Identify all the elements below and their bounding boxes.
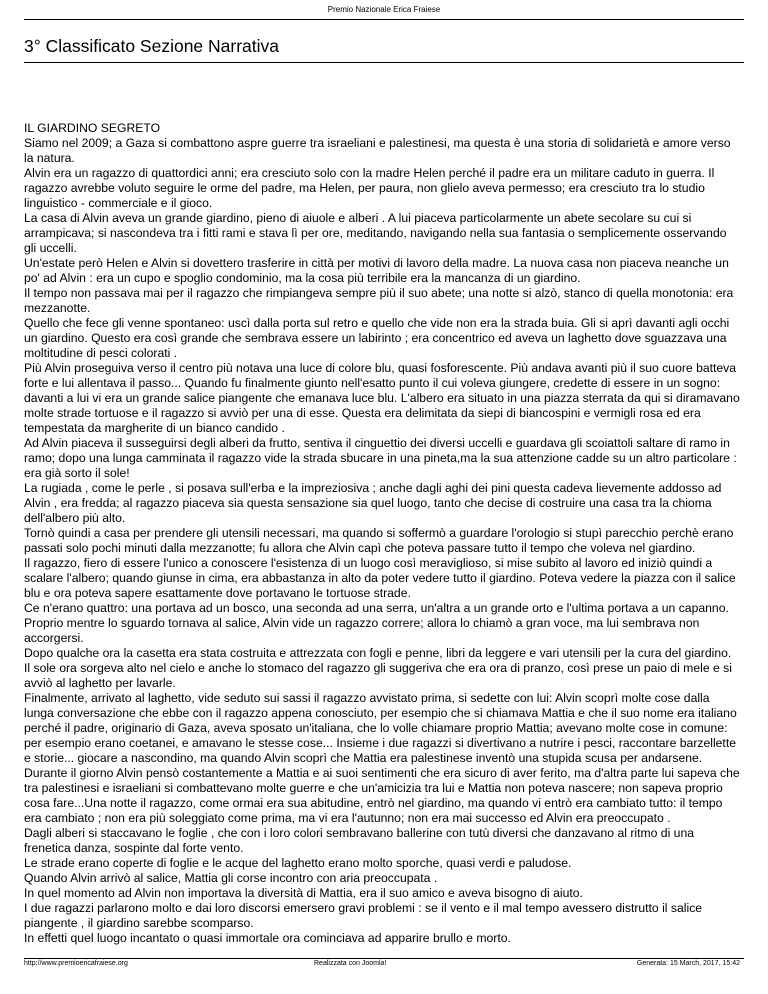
article-paragraph: Tornò quindi a casa per prendere gli utensili necessari, ma quando si soffermò a guardare l'orologio si stupì parecchio perchè erano passati solo pochi minuti dalla mezzanotte; fu allora che Alvin capì che poteva passare tutto il tempo che voleva nel giardino. [24, 526, 734, 555]
article-paragraph: La rugiada , come le perle , si posava sull'erba e la impreziosiva ; anche dagli aghi dei pini questa cadeva lievemente addosso ad Alvin , era fredda; al ragazzo piaceva sia questa sensazione sia quel luogo, tanto che decise di costruire una casa tra la chioma dell'albero più alto. [24, 481, 722, 525]
article-paragraph: Quello che fece gli venne spontaneo: uscì dalla porta sul retro e quello che vide non era la strada buia. Gli si aprì davanti agli occhi un giardino. Questo era così grande che sembrava essere un labirinto ; era concentrico ed aveva un laghetto dove sguazzava una moltitudine di pesci colorati . [24, 316, 730, 360]
footer-generated-date: Generata: 15 March, 2017, 15:42 [636, 960, 740, 967]
article-paragraph: Le strade erano coperte di foglie e le acque del laghetto erano molto sporche, quasi verdi e paludose. [24, 856, 572, 870]
article-paragraph: Il sole ora sorgeva alto nel cielo e anche lo stomaco del ragazzo gli suggeriva che era ora di pranzo, così prese un paio di mele e si avviò al laghetto per lavarle. [24, 661, 732, 690]
footer-credit: Realizzata con Joomla! [314, 960, 387, 967]
article-paragraph: Durante il giorno Alvin pensò costantemente a Mattia e ai suoi sentimenti che era sicuro di aver ferito, ma d'altra parte lui sapeva che tra palestinesi e israeliani si combattevano molte guerre e che un'amicizia tra lui e Mattia non poteva nascere; non sapeva proprio cosa fare...Una notte il ragazzo, come ormai era sua abitudine, entrò nel giardino, ma quando vi entrò era cambiato tutto: il tempo era cambiato ; non era più soleggiato come prima, ma vi era l'autunno; non era mai successo ed Alvin era preoccupato . [24, 766, 740, 825]
article-paragraph: Ad Alvin piaceva il susseguirsi degli alberi da frutto, sentiva il cinguettio dei diversi uccelli e guardava gli scoiattoli saltare di ramo in ramo; dopo una lunga camminata il ragazzo vide la strada sbucare in una pineta,ma la sua attenzione cadde su un altro particolare : era già sorto il sole! [24, 436, 737, 480]
title-divider [24, 62, 744, 63]
article-title: IL GIARDINO SEGRETO [24, 121, 161, 135]
article-body [24, 121, 740, 946]
header-divider [24, 19, 744, 20]
article-paragraph: Il ragazzo, fiero di essere l'unico a conoscere l'esistenza di un luogo così meraviglioso, si mise subito al lavoro ed iniziò quindi a scalare l'albero; quando giunse in cima, era abbastanza in alto da poter vedere tutto il giardino. Poteva vedere la piazza con il salice blu e ora poteva sapere esattamente dove portavano le tortuose strade. [24, 556, 736, 600]
article-paragraph: Alvin era un ragazzo di quattordici anni; era cresciuto solo con la madre Helen perché il padre era un militare caduto in guerra. Il ragazzo avrebbe voluto seguire le orme del padre, ma Helen, per paura, non glielo aveva permesso; era cresciuto tra lo studio linguistico - commerciale e il gioco. [24, 166, 715, 210]
article-paragraph: Quando Alvin arrivò al salice, Mattia gli corse incontro con aria preoccupata . [24, 871, 438, 885]
article-paragraphs [24, 136, 740, 946]
article-paragraph: Dopo qualche ora la casetta era stata costruita e attrezzata con fogli e penne, libri da leggere e vari utensili per la cura del giardino. [24, 646, 732, 660]
article-paragraph: Il tempo non passava mai per il ragazzo che rimpiangeva sempre più il suo abete; una notte si alzò, stanco di quella monotonia: era mezzanotte. [24, 286, 734, 315]
article-paragraph: Finalmente, arrivato al laghetto, vide seduto sui sassi il ragazzo avvistato prima, si sedette con lui: Alvin scoprì molte cose dalla lunga conversazione che ebbe con il ragazzo appena conosciuto, per esempio che si chiamava Mattia e che il suo nome era italiano perché il padre, originario di Gaza, aveva sposato un'italiana, che lo volle chiamare proprio Mattia; avevano molte cose in comune: per esempio erano coetanei, e amavano le stesse cose... Insieme i due ragazzi si divertivano a nutrire i pesci, raccontare barzellette e storie... giocare a nascondino, ma quando Alvin scoprì che Mattia era palestinese inventò una stupida scusa per andarsene. [24, 691, 737, 765]
article-paragraph: Ce n'erano quattro: una portava ad un bosco, una seconda ad una serra, un'altra a un grande orto e l'ultima portava a un capanno. [24, 601, 729, 615]
page-footer [24, 959, 744, 969]
section-title: 3° Classificato Sezione Narrativa [24, 36, 280, 56]
article-paragraph: I due ragazzi parlarono molto e dai loro discorsi emersero gravi problemi : se il vento e il mal tempo avessero distrutto il salice piangente , il giardino sarebbe scomparso. [24, 901, 703, 930]
article-paragraph: In quel momento ad Alvin non importava la diversità di Mattia, era il suo amico e aveva bisogno di aiuto. [24, 886, 583, 900]
article-paragraph: Un'estate però Helen e Alvin si dovettero trasferire in città per motivi di lavoro della madre. La nuova casa non piaceva neanche un po' ad Alvin : era un cupo e spoglio condominio, ma la cosa più terribile era la mancanza di un giardino. [24, 256, 729, 285]
footer-url-link[interactable]: http://www.premioericafraiese.org [24, 960, 128, 967]
article-paragraph: Dagli alberi si staccavano le foglie , che con i loro colori sembravano ballerine con tutù diversi che danzavano al ritmo di una frenetica danza, sospinte dal forte vento. [24, 826, 694, 855]
article-paragraph: Proprio mentre lo sguardo tornava al salice, Alvin vide un ragazzo correre; allora lo chiamò a gran voce, ma lui sembrava non accorgersi. [24, 616, 700, 645]
article-paragraph: La casa di Alvin aveva un grande giardino, pieno di aiuole e alberi . A lui piaceva particolarmente un abete secolare su cui si arrampicava; si nascondeva tra i fitti rami e stava lì per ore, meditando, navigando nella sua fantasia o semplicemente osservando gli uccelli. [24, 211, 727, 255]
site-header: Premio Nazionale Erica Fraiese [327, 5, 441, 14]
article-paragraph: Più Alvin proseguiva verso il centro più notava una luce di colore blu, quasi fosforescente. Più andava avanti più il suo cuore batteva forte e lui allentava il passo... Quando fu finalmente giunto nell'esatto punto il cui voleva giungere, credette di essere in un sogno: davanti a lui vi era un grande salice piangente che emanava luce blu. L'albero era situato in una piazza sterrata da qui si diramavano molte strade tortuose e il ragazzo si avviò per una di esse. Questa era delimitata da siepi di biancospini e vermigli rosa ed era tempestata da margherite di un bianco candido . [24, 361, 740, 435]
article-paragraph: Siamo nel 2009; a Gaza si combattono aspre guerre tra israeliani e palestinesi, ma questa è una storia di solidarietà e amore verso la natura. [24, 136, 731, 165]
article-paragraph: In effetti quel luogo incantato o quasi immortale ora cominciava ad apparire brullo e morto. [24, 931, 511, 945]
